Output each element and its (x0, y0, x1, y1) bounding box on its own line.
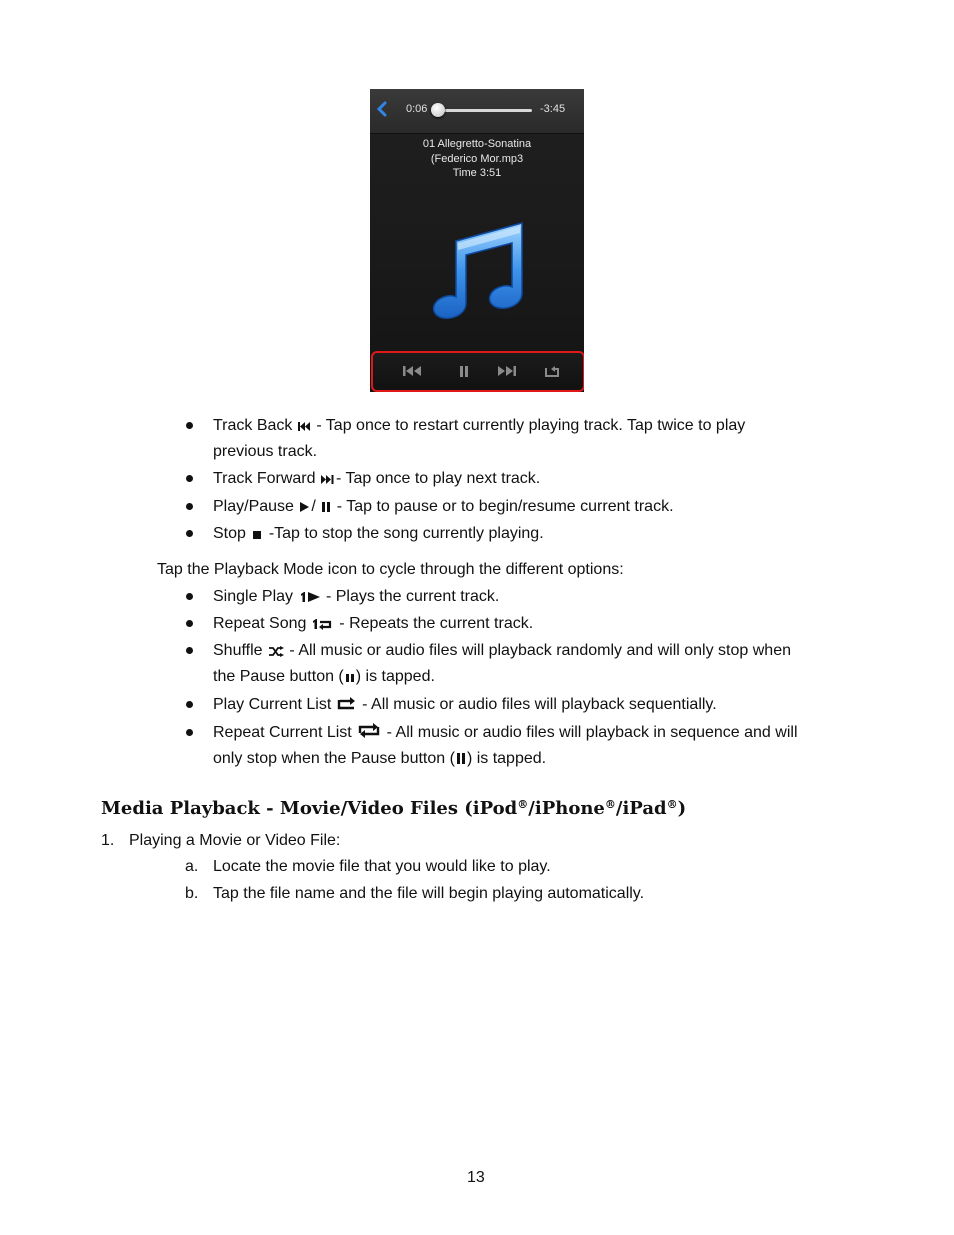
repeat-icon[interactable] (541, 363, 563, 379)
pause-icon (321, 496, 331, 522)
pause-icon (345, 666, 355, 692)
song-duration: Time 3:51 (452, 167, 502, 179)
progress-thumb[interactable] (431, 103, 445, 117)
bullet (186, 530, 193, 537)
music-player-screenshot (370, 89, 584, 392)
section-heading: Media Playback - Movie/Video Files (iPod®/iPhone®/iPad®) (101, 798, 687, 819)
bullet (186, 475, 193, 482)
list-item-continuation: only stop when the Pause button ( ) is tapped. (213, 746, 546, 774)
repeat-song-icon (312, 613, 334, 639)
song-title: 01 Allegretto-Sonatina (422, 138, 532, 150)
player-top-bar (370, 89, 584, 134)
track-forward-icon (321, 468, 335, 494)
bullet (186, 701, 193, 708)
bullet (186, 503, 193, 510)
music-note-icon (422, 219, 530, 319)
play-icon (299, 496, 310, 522)
list-item-continuation: the Pause button ( ) is tapped. (213, 664, 435, 692)
bullet (186, 593, 193, 600)
remaining-time: -3:45 (540, 103, 566, 115)
playback-controls-bar (371, 351, 584, 392)
track-back-icon (298, 415, 311, 441)
single-play-icon (299, 586, 321, 612)
stop-icon (251, 523, 263, 549)
song-filename: (Federico Mor.mp3 (430, 152, 524, 165)
list-item-continuation: previous track. (213, 443, 318, 460)
mode-intro-text: Tap the Playback Mode icon to cycle through the different options: (157, 561, 624, 578)
list-item-track-back: Track Back - Tap once to restart currently playing track. Tap twice to play (213, 413, 745, 441)
step-text: Playing a Movie or Video File: (129, 832, 341, 849)
step-number: 1. (101, 832, 115, 849)
elapsed-time: 0:06 (406, 103, 428, 115)
bullet (186, 729, 193, 736)
pause-icon (456, 748, 466, 774)
repeat-list-icon (357, 721, 381, 748)
bullet (186, 620, 193, 627)
list-item-play-pause: Play/Pause / - Tap to pause or to begin/resume current track. (213, 494, 674, 522)
progress-track[interactable] (436, 109, 532, 112)
track-back-icon[interactable] (401, 363, 423, 379)
track-forward-icon[interactable] (496, 363, 518, 379)
list-item-single-play: Single Play - Plays the current track. (213, 584, 499, 612)
substep-text: Tap the file name and the file will begin playing automatically. (213, 885, 645, 902)
substep-letter: a. (185, 858, 199, 875)
back-chevron-icon[interactable] (376, 101, 390, 119)
list-item-track-forward: Track Forward - Tap once to play next track. (213, 466, 540, 494)
pause-icon[interactable] (453, 363, 475, 379)
bullet (186, 647, 193, 654)
list-item-shuffle: Shuffle - All music or audio files will playback randomly and will only stop when (213, 638, 791, 666)
bullet (186, 422, 193, 429)
page-number: 13 (467, 1169, 485, 1186)
list-item-repeat-current-list: Repeat Current List - All music or audio files will playback in sequence and will (213, 720, 798, 748)
list-item-stop: Stop -Tap to stop the song currently playing. (213, 521, 544, 549)
substep-text: Locate the movie file that you would like to play. (213, 858, 551, 875)
list-item-play-current-list: Play Current List - All music or audio files will playback sequentially. (213, 692, 717, 720)
shuffle-icon (268, 640, 284, 666)
song-info (370, 137, 584, 181)
play-list-icon (337, 694, 357, 720)
list-item-repeat-song: Repeat Song - Repeats the current track. (213, 611, 533, 639)
substep-letter: b. (185, 885, 199, 902)
